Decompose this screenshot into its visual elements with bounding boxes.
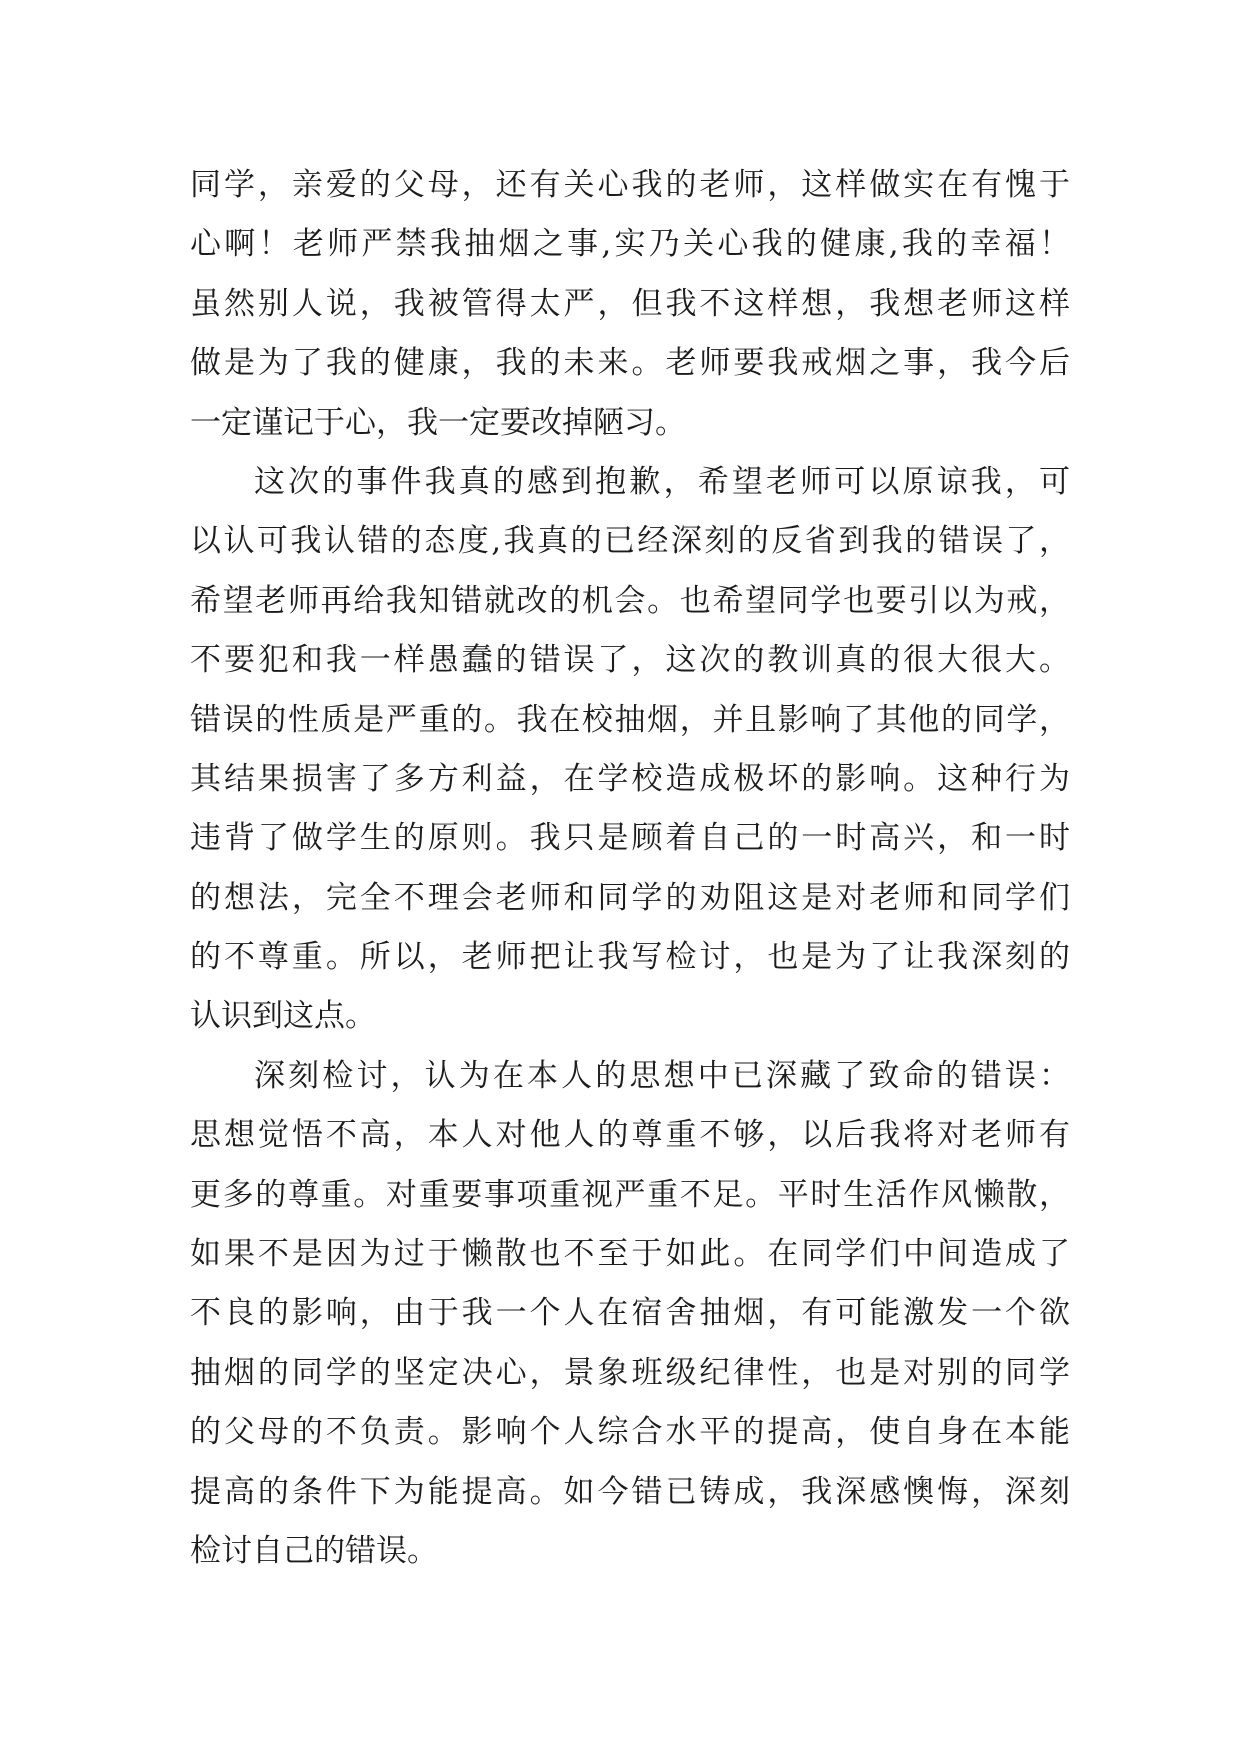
text-line: 虽然别人说，我被管得太严，但我不这样想，我想老师这样	[190, 285, 1070, 322]
text-line: 深刻检讨，认为在本人的思想中已深藏了致命的错误：	[254, 1057, 1070, 1094]
text-line: 其结果损害了多方利益，在学校造成极坏的影响。这种行为	[190, 760, 1070, 797]
text-line: 违背了做学生的原则。我只是顾着自己的一时高兴，和一时	[190, 820, 1070, 857]
text-line: 抽烟的同学的坚定决心，景象班级纪律性，也是对别的同学	[190, 1354, 1070, 1391]
text-line: 不良的影响，由于我一个人在宿舍抽烟，有可能激发一个欲	[190, 1295, 1070, 1332]
text-line: 思想觉悟不高，本人对他人的尊重不够，以后我将对老师有	[190, 1117, 1070, 1154]
text-line: 希望老师再给我知错就改的机会。也希望同学也要引以为戒，	[190, 582, 1070, 619]
text-line: 的父母的不负责。影响个人综合水平的提高，使自身在本能	[190, 1414, 1070, 1451]
text-line: 认识到这点。	[190, 998, 376, 1035]
text-line: 这次的事件我真的感到抱歉，希望老师可以原谅我，可	[254, 463, 1070, 500]
text-line: 心啊！老师严禁我抽烟之事,实乃关心我的健康,我的幸福！	[190, 226, 1070, 263]
text-line: 以认可我认错的态度,我真的已经深刻的反省到我的错误了，	[190, 523, 1070, 560]
text-line: 提高的条件下为能提高。如今错已铸成，我深感懊悔，深刻	[190, 1473, 1070, 1510]
text-line: 检讨自己的错误。	[190, 1532, 438, 1569]
text-line: 一定谨记于心，我一定要改掉陋习。	[190, 404, 686, 441]
text-line: 同学，亲爱的父母，还有关心我的老师，这样做实在有愧于	[190, 167, 1070, 203]
text-line: 的想法，完全不理会老师和同学的劝阻这是对老师和同学们	[190, 879, 1070, 916]
text-line: 的不尊重。所以，老师把让我写检讨，也是为了让我深刻的	[190, 939, 1070, 976]
text-line: 更多的尊重。对重要事项重视严重不足。平时生活作风懒散，	[190, 1176, 1070, 1213]
text-line: 做是为了我的健康，我的未来。老师要我戒烟之事，我今后	[190, 345, 1070, 382]
body-text	[190, 156, 1070, 1581]
text-line: 错误的性质是严重的。我在校抽烟，并且影响了其他的同学，	[190, 701, 1070, 738]
text-line: 如果不是因为过于懒散也不至于如此。在同学们中间造成了	[190, 1236, 1070, 1273]
text-line: 不要犯和我一样愚蠢的错误了，这次的教训真的很大很大。	[190, 642, 1070, 679]
